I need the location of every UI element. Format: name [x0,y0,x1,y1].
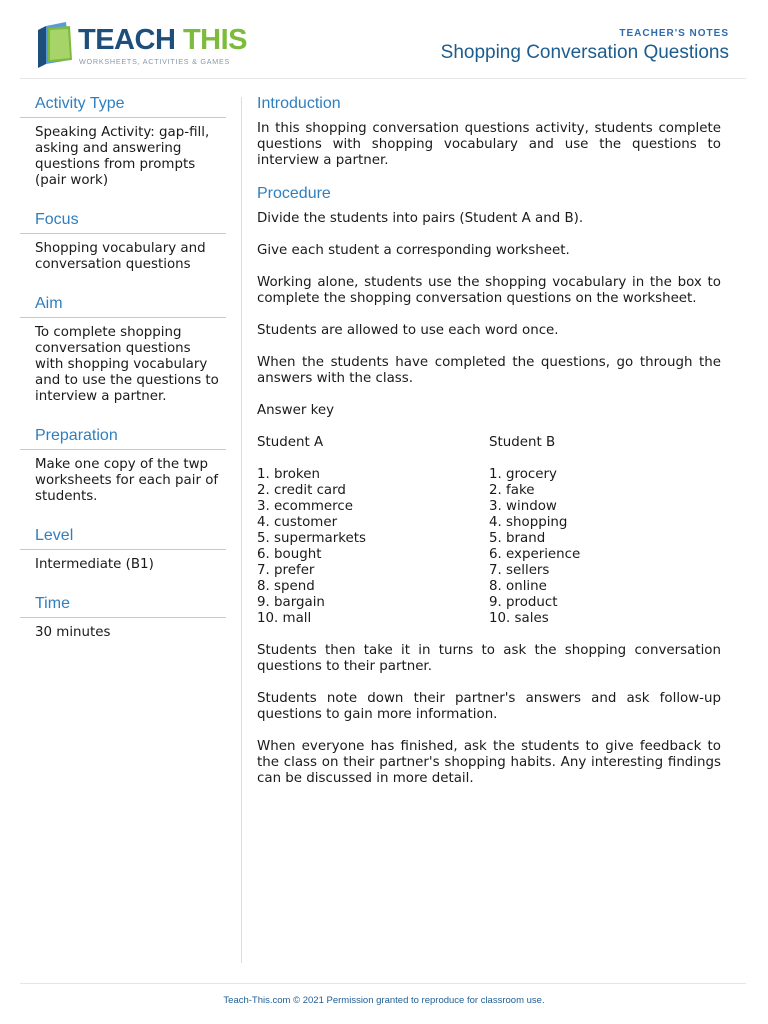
preparation-text: Make one copy of the twp worksheets for each pair of students. [35,457,219,504]
answer-item: 1. grocery [489,467,557,482]
student-a-heading: Student A [257,435,324,450]
level-heading: Level [20,527,226,550]
activity-type-text: Speaking Activity: gap-fill, asking and answering questions from prompts (pair work) [35,125,210,188]
procedure-step: Divide the students into pairs (Student A and B). [257,211,584,226]
answer-item: 7. sellers [489,563,550,578]
closing-step: Students note down their partner's answers and ask follow-up questions to gain more information. [257,691,721,722]
preparation-section [20,427,226,505]
logo-tagline: WORKSHEETS, ACTIVITIES & GAMES [79,57,231,66]
teach-this-logo[interactable] [36,22,248,70]
answer-item: 1. broken [257,467,320,482]
footer-copyright: Teach-This.com © 2021 Permission granted to reproduce for classroom use. [223,995,545,1006]
focus-heading: Focus [20,211,226,234]
preparation-heading: Preparation [20,427,226,450]
answer-key-table [257,435,721,627]
sidebar [20,95,226,663]
answer-item: 8. online [489,579,547,594]
focus-text: Shopping vocabulary and conversation questions [35,241,206,272]
answer-item: 7. prefer [257,563,315,578]
header-divider [20,78,746,79]
answer-item: 9. product [489,595,558,610]
answer-item: 4. shopping [489,515,568,530]
student-a-column [257,435,489,627]
teachers-notes-label: TEACHER'S NOTES [619,28,729,39]
answer-item: 2. credit card [257,483,346,498]
student-b-heading: Student B [489,435,556,450]
answer-item: 6. experience [489,547,581,562]
procedure-step: Give each student a corresponding worksheet. [257,243,570,258]
column-divider [241,97,242,963]
activity-type-section [20,95,226,189]
aim-section [20,295,226,405]
answer-item: 3. ecommerce [257,499,353,514]
answer-item: 6. bought [257,547,322,562]
closing-step: Students then take it in turns to ask the shopping conversation questions to their partner. [257,643,721,674]
answer-item: 5. supermarkets [257,531,367,546]
time-section [20,595,226,641]
footer-divider [20,983,746,984]
answer-item: 2. fake [489,483,535,498]
activity-type-heading: Activity Type [20,95,226,118]
answer-item: 9. bargain [257,595,325,610]
procedure-step: When the students have completed the questions, go through the answers with the class. [257,355,721,386]
time-heading: Time [20,595,226,618]
time-text: 30 minutes [35,625,111,640]
level-section [20,527,226,573]
answer-item: 8. spend [257,579,315,594]
answer-item: 10. sales [489,611,549,626]
procedure-step: Working alone, students use the shopping vocabulary in the box to complete the shopping conversation questions on the worksheet. [257,275,721,306]
answer-item: 10. mall [257,611,312,626]
main-content [257,95,721,803]
book-logo-icon [36,22,76,68]
answer-item: 5. brand [489,531,546,546]
answer-item: 3. window [489,499,557,514]
introduction-heading: Introduction [257,95,341,112]
aim-text: To complete shopping conversation questions with shopping vocabulary and to use the questions to interview a partner. [35,325,219,404]
student-b-column [489,435,721,627]
closing-step: When everyone has finished, ask the students to give feedback to the class on their partner's shopping habits. Any interesting findings can be discussed in more detail. [257,739,721,786]
level-text: Intermediate (B1) [35,557,154,572]
page-header [0,0,768,80]
page-title: Shopping Conversation Questions [440,42,729,63]
introduction-text: In this shopping conversation questions activity, students complete questions with shopping vocabulary and use the questions to interview a partner. [257,121,721,168]
focus-section [20,211,226,273]
answer-item: 4. customer [257,515,338,530]
logo-wordmark: TEACH THIS [78,24,248,56]
answer-key-label: Answer key [257,403,335,418]
procedure-heading: Procedure [257,185,331,202]
aim-heading: Aim [20,295,226,318]
procedure-step: Students are allowed to use each word once. [257,323,559,338]
